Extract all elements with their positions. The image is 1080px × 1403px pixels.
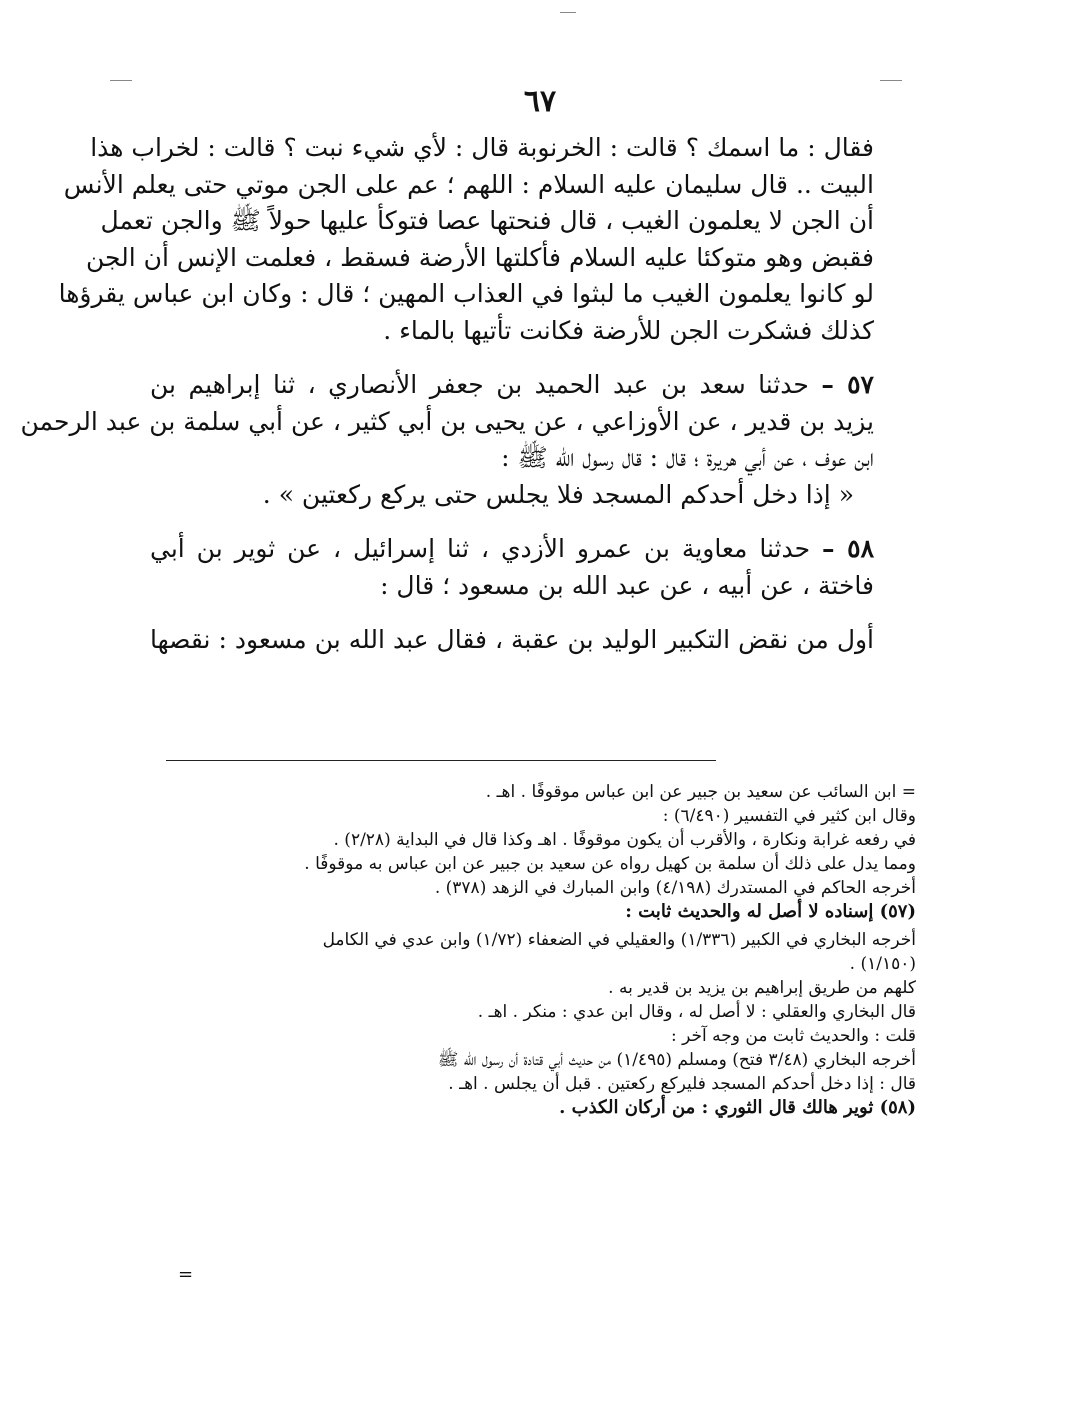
footnotes [166,780,916,1120]
text-line [100,203,874,240]
scan-mark [110,80,132,81]
text-line [150,367,874,404]
continuation-mark: = [178,1264,194,1285]
line-text: « إذا دخل أحدكم المسجد فلا يجلس حتى يركع ركعتين » . [262,479,854,509]
line-text: ابن عوف ، عن أبي هريرة ؛ قال : قال رسول الله ﷺ : [501,443,874,472]
line-text: فقال : ما اسمك ؟ قالت : الخرنوبة قال : لأي شيء نبت ؟ قالت : لخراب هذا [90,133,874,162]
footnote-separator [166,760,716,761]
footnote-line: أخرجه البخاري في الكبير (١/٣٣٦) والعقيلي في الضعفاء (١/٧٢) وابن عدي في الكامل [322,930,916,950]
text-line [20,404,874,441]
footnote-line: (٥٧) إسناده لا أصل له والحديث ثابت : [625,901,916,922]
footnote-line: (١/١٥٠) . [849,954,916,974]
line-text: لو كانوا يعلمون الغيب ما لبثوا في العذاب المهين ؛ قال : وكان ابن عباس يقرؤها [58,279,874,308]
footnote-line: قال : إذا دخل أحدكم المسجد فليركع ركعتين . قبل أن يجلس . اهـ . [448,1074,916,1094]
text-line [150,477,874,514]
footnote-line: ومما يدل على ذلك أن سلمة بن كهيل رواه عن سعيد بن جبير عن ابن عباس به موقوفًا . [304,854,916,874]
text-line [150,622,874,659]
footnote-line: في رفعه غرابة ونكارة ، والأقرب أن يكون موقوفًا . اهـ وكذا قال في البداية (٢/٢٨) . [333,830,916,850]
footnote-line: أخرجه البخاري (٣/٤٨ فتح) ومسلم (١/٤٩٥) من حديث أبي قتادة أن رسول الله ﷺ [437,1050,916,1070]
text-line [63,167,874,204]
paragraph-gap [150,513,874,531]
footnote-line: أخرجه الحاكم في المستدرك (٤/١٩٨) وابن المبارك في الزهد (٣٧٨) . [434,878,916,898]
text-line [150,568,874,605]
text-line [58,276,874,313]
line-text: كذلك فشكرت الجن للأرضة فكانت تأتيها بالماء . [383,315,874,345]
page-number: ٦٧ [523,84,557,119]
text-line [150,313,874,350]
line-text: حدثنا معاوية بن عمرو الأزدي ، ثنا إسرائيل ، عن ثوير بن أبي [150,534,811,563]
paragraph-gap [150,349,874,367]
line-text: فقبض وهو متوكئا عليه السلام فأكلتها الأرضة فسقط ، فعلمت الإنس أن الجن [85,242,874,272]
line-text: أن الجن لا يعلمون الغيب ، قال فنحتها عصا فتوكأ عليها حولاً ﷺ والجن تعمل [100,206,874,235]
line-text: حدثنا سعد بن عبد الحميد بن جعفر الأنصاري ، ثنا إبراهيم بن [150,370,809,399]
footnote-line: قال البخاري والعقلي : لا أصل له ، وقال ابن عدي : منكر . اهـ . [477,1002,916,1022]
scan-mark [560,12,576,13]
text-line [150,531,874,568]
hadith-number: ٥٨ – [821,534,874,563]
text-line [150,440,874,477]
footnote-line: قلت : والحديث ثابت من وجه آخر : [671,1026,916,1046]
footnote-line: كلهم من طريق إبراهيم بن يزيد بن قدير به . [608,978,916,998]
footnote-line: (٥٨) ثوير هالك قال الثوري : من أركان الكذب . [559,1097,916,1118]
footnote-line: وقال ابن كثير في التفسير (٦/٤٩٠) : [662,806,916,826]
scan-mark [880,80,902,81]
hadith-number: ٥٧ – [821,370,874,399]
footnote-line: = ابن السائب عن سعيد بن جبير عن ابن عباس موقوفًا . اهـ . [485,782,916,802]
line-text: فاختة ، عن أبيه ، عن عبد الله بن مسعود ؛ قال : [380,570,874,600]
text-line [85,240,874,277]
line-text: أول من نقض التكبير الوليد بن عقبة ، فقال عبد الله بن مسعود : نقصها [150,625,874,654]
paragraph-gap [150,604,874,622]
text-line [90,130,874,167]
main-text [20,130,874,659]
line-text: يزيد بن قدير ، عن الأوزاعي ، عن يحيى بن أبي كثير ، عن أبي سلمة بن عبد الرحمن [20,406,874,436]
line-text: البيت .. قال سليمان عليه السلام : اللهم ؛ عم على الجن موتي حتى يعلم الأنس [63,169,874,199]
